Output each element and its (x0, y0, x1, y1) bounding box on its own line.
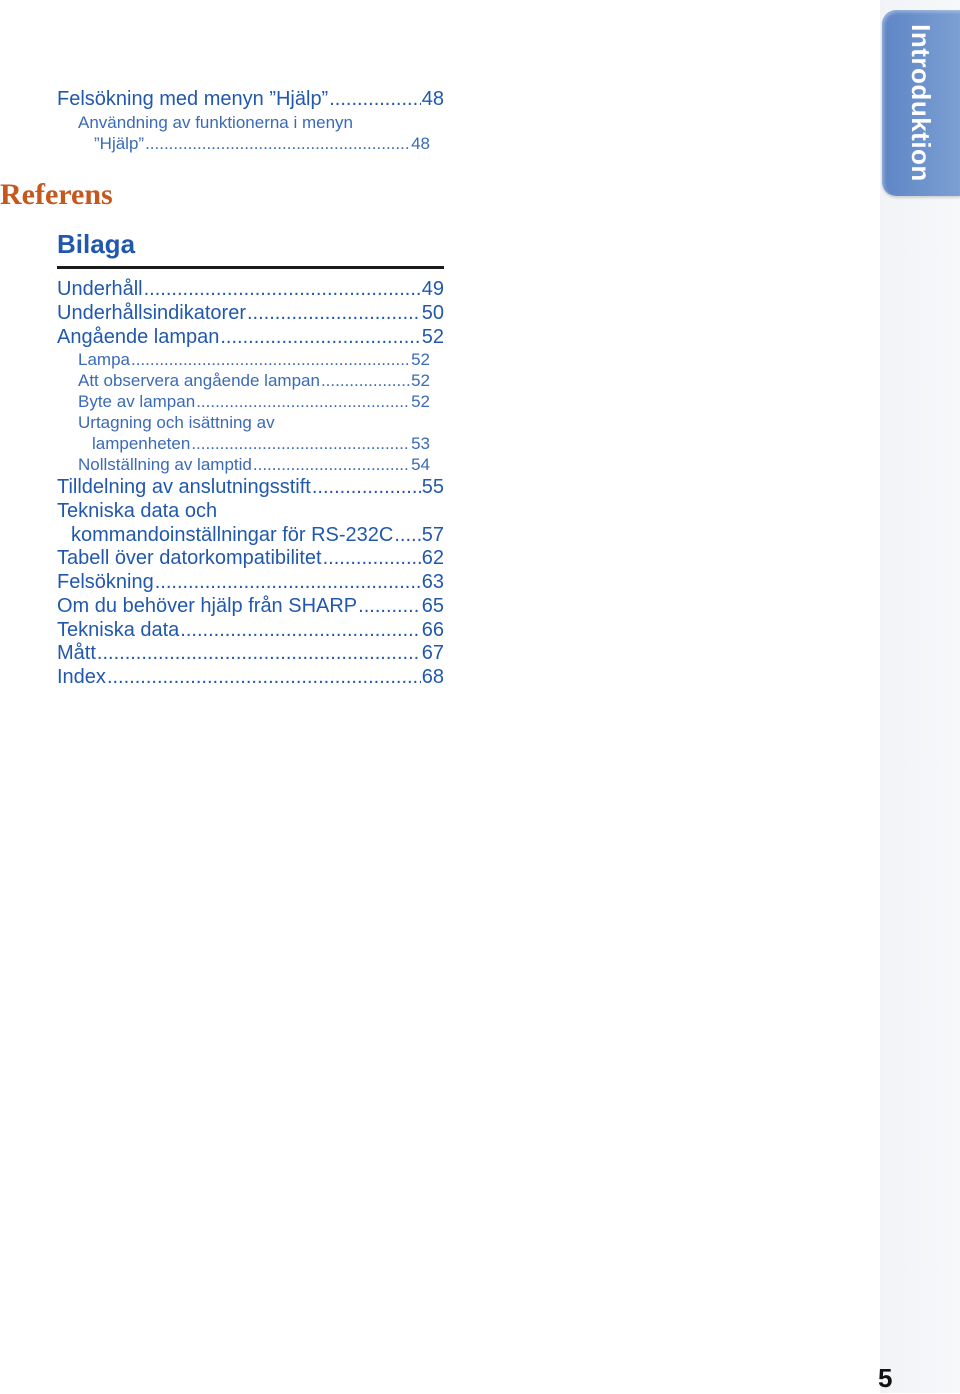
leader-dots (196, 392, 410, 412)
toc-entry-page: 48 (421, 88, 444, 110)
toc-entry-label: Tabell över datorkompatibilitet (57, 547, 322, 569)
title-rule (57, 266, 444, 269)
leader-dots (145, 134, 410, 154)
toc-entry-label: kommandoinställningar för RS-232C (71, 524, 394, 546)
toc-entry-label: Angående lampan (57, 326, 220, 348)
leader-dots (321, 371, 410, 391)
toc-entry-page: 65 (421, 595, 444, 617)
toc-entry-label: Underhåll (57, 278, 143, 300)
side-margin-strip (880, 0, 960, 1393)
toc-entry-label: Att observera angående lampan (78, 371, 320, 390)
leader-dots (180, 619, 420, 642)
toc-entry-page: 66 (421, 619, 444, 641)
leader-dots (144, 278, 421, 301)
leader-dots (312, 476, 421, 499)
toc-entry-label: Byte av lampan (78, 392, 196, 411)
toc-entry-page: 50 (421, 302, 444, 324)
toc-entry-tilldelning[interactable] (57, 476, 444, 499)
toc-entry-page: 63 (421, 571, 444, 593)
toc-entry-label: Lampa (78, 350, 130, 369)
toc-entry-page: 48 (411, 134, 430, 153)
toc-entry-page: 49 (421, 278, 444, 300)
toc-entry-page: 67 (421, 642, 444, 664)
leader-dots (394, 524, 420, 547)
toc-entry-page: 52 (411, 371, 430, 390)
toc-entry-lampa[interactable] (78, 350, 430, 370)
toc-entry-underhall[interactable] (57, 278, 444, 301)
leader-dots (253, 455, 410, 475)
toc-entry-hjalp-sharp[interactable] (57, 595, 444, 618)
toc-entry-felsokning-hjalp[interactable] (57, 88, 444, 111)
toc-entry-anvandning-line1: Användning av funktionerna i menyn (78, 113, 354, 132)
toc-entry-page: 52 (411, 392, 430, 411)
toc-entry-label: Index (57, 666, 106, 688)
leader-dots (220, 326, 420, 349)
toc-entry-tabell[interactable] (57, 547, 444, 570)
leader-dots (155, 571, 421, 594)
leader-dots (358, 595, 421, 618)
toc-entry-urtagning[interactable] (92, 434, 430, 454)
chapter-tab-label: Introduktion (906, 24, 937, 182)
toc-entry-att-observera[interactable] (78, 371, 430, 391)
toc-entry-page: 54 (411, 455, 430, 474)
toc-entry-tekniska-data[interactable] (57, 619, 444, 642)
leader-dots (131, 350, 410, 370)
toc-entry-felsokning[interactable] (57, 571, 444, 594)
toc-entry-label: Tilldelning av anslutningsstift (57, 476, 311, 498)
toc-entry-label: Tekniska data (57, 619, 180, 641)
toc-entry-label: Nollställning av lamptid (78, 455, 252, 474)
leader-dots (107, 666, 421, 689)
section-title: Referens (0, 178, 113, 211)
toc-entry-label: Om du behöver hjälp från SHARP (57, 595, 358, 617)
toc-entry-page: 53 (411, 434, 430, 453)
toc-entry-label: ”Hjälp” (94, 134, 145, 153)
toc-entry-page: 52 (421, 326, 444, 348)
subsection-title: Bilaga (57, 229, 136, 259)
toc-entry-index[interactable] (57, 666, 444, 689)
leader-dots (329, 88, 421, 111)
toc-entry-tekniska-rs232c[interactable] (71, 524, 444, 547)
chapter-tab[interactable] (882, 10, 960, 196)
toc-entry-urtagning-line1: Urtagning och isättning av (78, 413, 275, 432)
leader-dots (247, 302, 421, 325)
toc-entry-byte-av-lampan[interactable] (78, 392, 430, 412)
toc-entry-label: Underhållsindikatorer (57, 302, 246, 324)
toc-entry-matt[interactable] (57, 642, 444, 665)
toc-entry-label: Felsökning med menyn ”Hjälp” (57, 88, 329, 110)
leader-dots (191, 434, 410, 454)
leader-dots (323, 547, 421, 570)
toc-entry-label: lampenheten (92, 434, 191, 453)
toc-entry-page: 57 (421, 524, 444, 546)
toc-entry-anvandning[interactable] (94, 134, 430, 154)
toc-entry-page: 68 (421, 666, 444, 688)
toc-entry-tekniska-rs-line1: Tekniska data och (57, 500, 218, 522)
toc-entry-label: Mått (57, 642, 96, 664)
toc-entry-underhallsindikatorer[interactable] (57, 302, 444, 325)
leader-dots (97, 642, 421, 665)
page-number: 5 (878, 1363, 893, 1393)
toc-entry-angaende-lampan[interactable] (57, 326, 444, 349)
toc-entry-page: 55 (421, 476, 444, 498)
toc-entry-nollstallning[interactable] (78, 455, 430, 475)
toc-entry-page: 62 (421, 547, 444, 569)
toc-entry-label: Felsökning (57, 571, 154, 593)
toc-entry-page: 52 (411, 350, 430, 369)
